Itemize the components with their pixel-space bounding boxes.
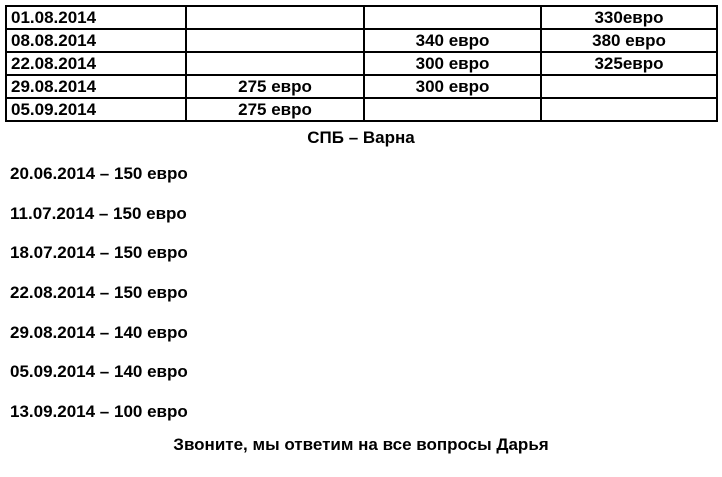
price-cell — [186, 6, 364, 29]
date-cell: 29.08.2014 — [6, 75, 186, 98]
price-cell: 340 евро — [364, 29, 541, 52]
price-cell — [541, 98, 717, 121]
price-list-item: 13.09.2014 – 100 евро — [10, 402, 188, 422]
table-row — [6, 75, 717, 98]
price-cell — [186, 52, 364, 75]
price-cell — [364, 6, 541, 29]
price-cell: 330евро — [541, 6, 717, 29]
date-cell: 22.08.2014 — [6, 52, 186, 75]
date-cell: 01.08.2014 — [6, 6, 186, 29]
price-list-item: 20.06.2014 – 150 евро — [10, 164, 188, 183]
table-row — [6, 29, 717, 52]
table-row — [6, 98, 717, 121]
price-list-item: 29.08.2014 – 140 евро — [10, 322, 188, 342]
price-table — [5, 5, 718, 122]
price-cell: 380 евро — [541, 29, 717, 52]
date-cell: 05.09.2014 — [6, 98, 186, 121]
price-cell — [364, 98, 541, 121]
price-cell: 325евро — [541, 52, 717, 75]
price-list-item: 05.09.2014 – 140 евро — [10, 362, 188, 382]
price-list — [10, 164, 722, 422]
price-cell: 300 евро — [364, 52, 541, 75]
date-cell: 08.08.2014 — [6, 29, 186, 52]
price-cell: 275 евро — [186, 98, 364, 121]
route-heading: СПБ – Варна — [307, 128, 415, 147]
price-list-item: 22.08.2014 – 150 евро — [10, 283, 188, 303]
price-list-item: 18.07.2014 – 150 евро — [10, 243, 188, 263]
price-list-item: 11.07.2014 – 150 евро — [10, 203, 187, 223]
price-cell: 275 евро — [186, 75, 364, 98]
footer-note: Звоните, мы ответим на все вопросы Дарья — [173, 435, 549, 455]
table-row — [6, 52, 717, 75]
price-cell — [541, 75, 717, 98]
table-row — [6, 6, 717, 29]
price-cell: 300 евро — [364, 75, 541, 98]
price-cell — [186, 29, 364, 52]
